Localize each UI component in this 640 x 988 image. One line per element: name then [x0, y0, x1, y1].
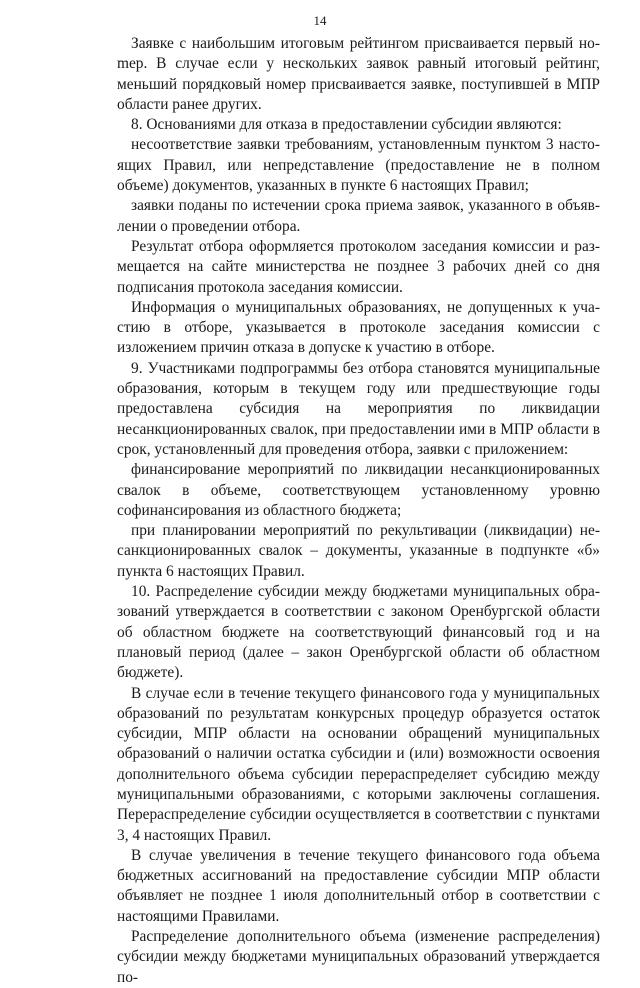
- paragraph-recultivation: при планировании мероприятий по рекультивации (ликвидации) несанкционированных свалок – документы, указанные в подпункте «б» пункта 6 настоящих Правил.: [117, 522, 600, 580]
- paragraph-additional-distribution: Распределение дополнительного объема (изменение распределения) субсидии между бюджетами муниципальных образований утверждается по-: [117, 928, 600, 986]
- document-body: [117, 34, 600, 988]
- paragraph-selection-result: Результат отбора оформляется протоколом заседания комиссии и размещается на сайте министерства не позднее 3 рабочих дней со дня подписания протокола заседания комиссии.: [117, 237, 600, 296]
- paragraph-redistribution: В случае если в течение текущего финансового года у муниципальных образований по результатам конкурсных процедур образуется остаток субсидии, МПР области на основании обращений муниципальных образований о наличии остатка субсидии и (или) возможности освоения дополнительного объема субсидии перераспределяет субсидию между муниципальными образованиями, с которыми заключены соглашения. Перераспределение субсидии осуществляется в соответствии с пунктами 3, 4 настоящих Правил.: [117, 684, 600, 844]
- paragraph-participants-without-selection: 9. Участниками подпрограммы без отбора становятся муниципальные образования, которым в текущем году или предшествующие годы предоставлена субсидия на мероприятия по ликвидации несанкционированных свалок, при предоставлении ими в МПР области в срок, установленный для проведения отбора, заявки с приложением:: [117, 359, 600, 458]
- page-number: 14: [313, 13, 327, 28]
- paragraph-financing: финансирование мероприятий по ликвидации несанкционированных свалок в объеме, соответствующем установленному уровню софинансирования из областного бюджета;: [117, 461, 600, 519]
- paragraph-noncompliance: несоответствие заявки требованиям, установленным пунктом 3 настоящих Правил, или непредставление (предоставление не в полном объеме) документов, указанных в пункте 6 настоящих Правил;: [117, 136, 600, 195]
- paragraph-rejected-info: Информация о муниципальных образованиях, не допущенных к участию в отборе, указывается в протоколе заседания комиссии с изложением причин отказа в допуске к участию в отборе.: [117, 298, 600, 357]
- paragraph-late-submission: заявки поданы по истечении срока приема заявок, указанного в объявлении о проведении отбора.: [117, 197, 600, 235]
- paragraph-distribution: 10. Распределение субсидии между бюджетами муниципальных образований утверждается в соответствии с законом Оренбургской области об областном бюджете на соответствующий финансовый год и на плановый период (далее – закон Оренбургской области об областном бюджете).: [117, 583, 600, 682]
- paragraph-additional-selection: В случае увеличения в течение текущего финансового года объема бюджетных ассигнований на предоставление субсидии МПР области объявляет не позднее 1 июля дополнительный отбор в соответствии с настоящими Правилами.: [117, 846, 600, 925]
- paragraph-refusal-grounds: 8. Основаниями для отказа в предоставлении субсидии являются:: [131, 116, 562, 134]
- paragraph-rating-order: Заявке с наибольшим итоговым рейтингом присваивается первый ноmер. В случае если у нескольких заявок равный итоговый рейтинг, меньший порядковый номер присваивается заявке, поступившей в МПР области ранее других.: [117, 35, 600, 113]
